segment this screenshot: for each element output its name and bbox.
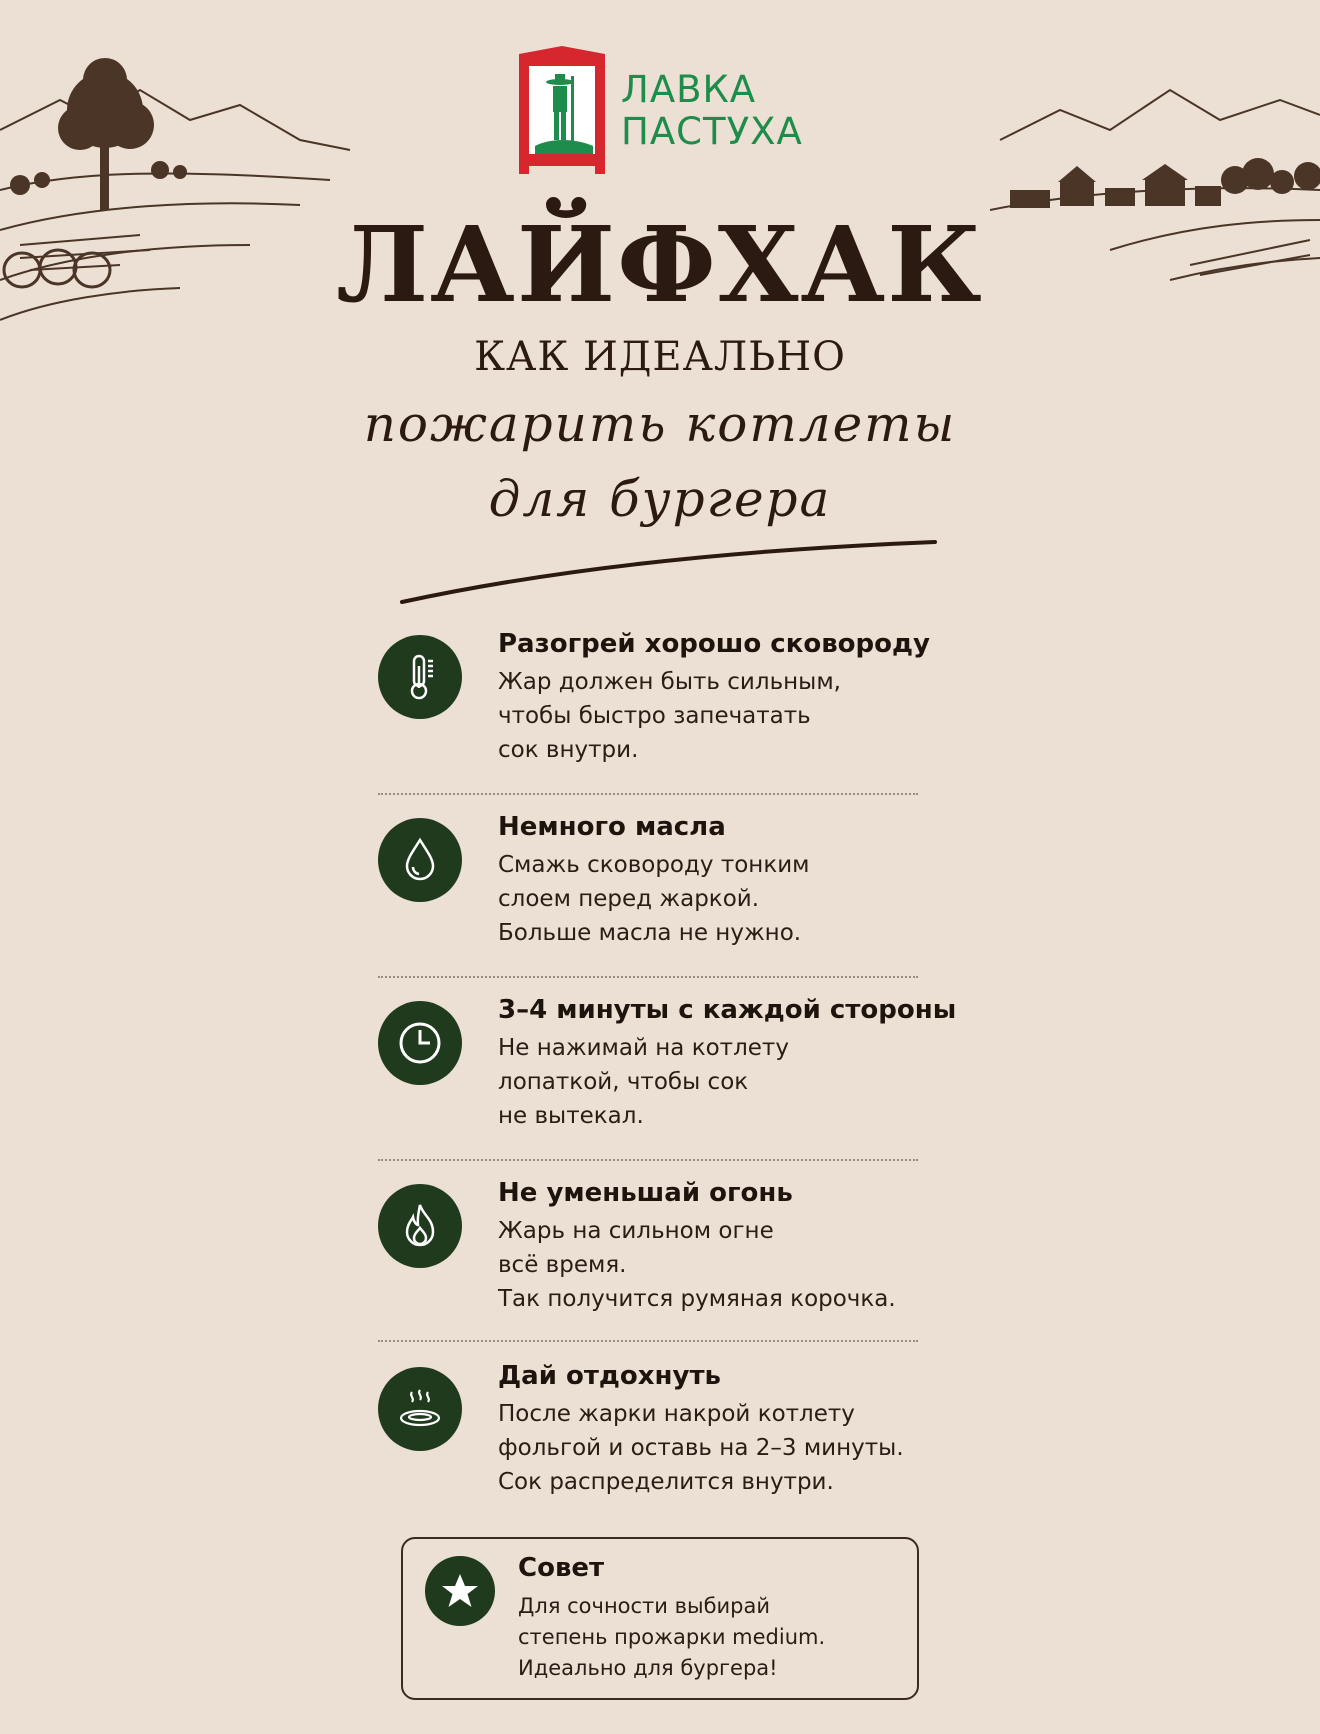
tip-title: Дай отдохнуть: [498, 1361, 721, 1391]
tip-text-line: Сок распределится внутри.: [498, 1469, 834, 1495]
tip-text-line: Смажь сковороду тонким: [498, 852, 810, 878]
brand-name-line2: ПАСТУХА: [621, 110, 803, 153]
tip-item: [378, 810, 958, 993]
tip-text-line: Не нажимай на котлету: [498, 1035, 789, 1061]
script-line-2: для бургера: [488, 470, 832, 528]
page-title: ЛАЙФХАК: [336, 203, 984, 326]
tip-item: [378, 1176, 958, 1359]
tip-text-line: сок внутри.: [498, 737, 639, 763]
tip-text-line: слоем перед жаркой.: [498, 886, 760, 912]
tip-text-line: всё время.: [498, 1252, 627, 1278]
tips-list: [378, 627, 958, 1542]
thermometer-icon: [395, 652, 445, 702]
brand-name-line1: ЛАВКА: [621, 68, 757, 111]
tip-title: Не уменьшай огонь: [498, 1178, 793, 1208]
flame-icon: [395, 1201, 445, 1251]
divider: [378, 1159, 918, 1161]
advice-text-line: Идеально для бургера!: [518, 1656, 778, 1680]
advice-text-line: Для сочности выбирай: [518, 1594, 771, 1618]
advice-box: [401, 1537, 919, 1700]
tip-text-line: Жар должен быть сильным,: [498, 669, 841, 695]
tip-title: 3–4 минуты с каждой стороны: [498, 995, 957, 1025]
oil-drop-icon: [395, 835, 445, 885]
tip-text-line: фольгой и оставь на 2–3 минуты.: [498, 1435, 904, 1461]
tip-text-line: Так получится румяная корочка.: [498, 1286, 896, 1312]
tip-title: Немного масла: [498, 812, 726, 842]
tip-text-line: не вытекал.: [498, 1103, 644, 1129]
steaming-dish-icon: [395, 1384, 445, 1434]
advice-text-line: степень прожарки medium.: [518, 1625, 826, 1649]
tip-item: [378, 993, 958, 1176]
tip-text-line: чтобы быстро запечатать: [498, 703, 811, 729]
divider: [378, 976, 918, 978]
page-subtitle: КАК ИДЕАЛЬНО: [474, 334, 846, 380]
underline-swoosh: [400, 530, 940, 610]
advice-title: Совет: [518, 1553, 605, 1583]
star-icon: [439, 1570, 481, 1612]
tip-text-line: Жарь на сильном огне: [498, 1218, 774, 1244]
divider: [378, 1340, 918, 1342]
brand-logo: [515, 46, 803, 176]
tip-text-line: лопаткой, чтобы сок: [498, 1069, 749, 1095]
divider: [378, 793, 918, 795]
tip-item: [378, 627, 958, 810]
tip-title: Разогрей хорошо сковороду: [498, 629, 930, 659]
tip-text-line: Больше масла не нужно.: [498, 920, 802, 946]
tip-text-line: После жарки накрой котлету: [498, 1401, 855, 1427]
clock-icon: [395, 1018, 445, 1068]
script-line-1: пожарить котлеты: [363, 395, 957, 453]
tip-item: [378, 1359, 958, 1542]
shepherd-emblem-icon: [515, 46, 609, 176]
